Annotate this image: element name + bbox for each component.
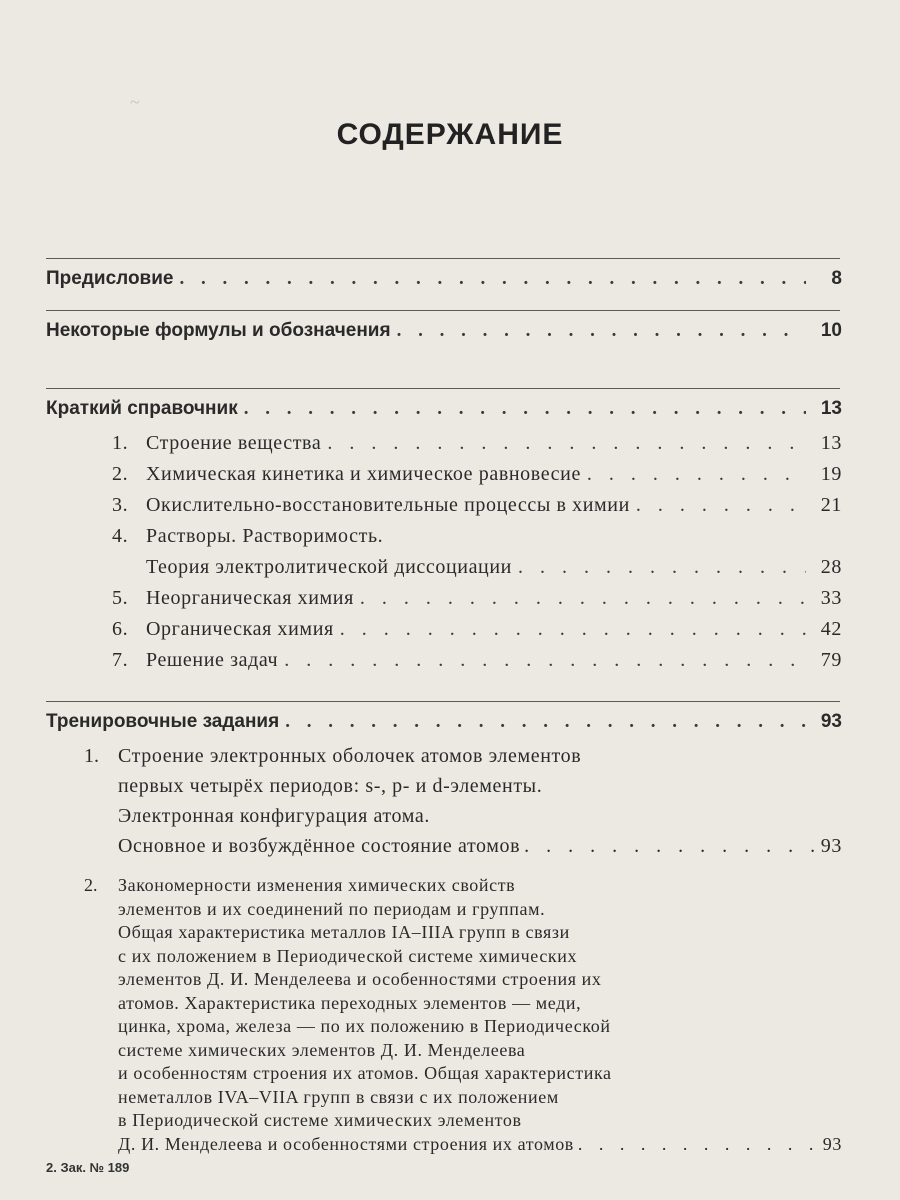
dot-leader (340, 618, 806, 641)
toc-entry-line: Основное и возбуждённое состояние атомов (118, 835, 521, 857)
dot-leader (360, 587, 806, 610)
dot-leader (587, 463, 806, 486)
toc-entry-line: в Периодической системе химических элементов (118, 1110, 522, 1130)
toc-page-number: 93 (820, 835, 842, 857)
toc-item-number: 2. (112, 463, 129, 485)
dot-leader (285, 711, 806, 733)
page-footer: 2. Зак. № 189 (46, 1160, 130, 1175)
toc-entry-line: Общая характеристика металлов IA–IIIA групп в связи (118, 922, 570, 942)
toc-page-number: 33 (820, 587, 842, 609)
toc-subentry[interactable] (112, 494, 842, 517)
toc-subentry[interactable] (112, 618, 842, 641)
dot-leader (578, 1134, 819, 1155)
toc-entry-line: цинка, хрома, железа — по их положению в Периодической (118, 1016, 611, 1036)
toc-page-number: 13 (820, 432, 842, 454)
toc-item-number: 1. (112, 432, 129, 454)
dot-leader (284, 649, 806, 672)
toc-item-number: 1. (84, 745, 99, 767)
toc-entry-line: элементов и их соединений по периодам и группам. (118, 898, 546, 919)
section-divider (46, 258, 840, 259)
toc-page-number: 8 (831, 268, 842, 289)
dot-leader (327, 432, 806, 455)
toc-page-number: 28 (820, 556, 842, 578)
toc-entry-label: Строение вещества (146, 432, 322, 454)
toc-entry-label: Некоторые формулы и обозначения (46, 320, 391, 341)
toc-entry-training-1[interactable] (118, 835, 842, 858)
toc-entry-label: Неорганическая химия (146, 587, 354, 609)
toc-item-number: 3. (112, 494, 129, 516)
toc-entry-line: атомов. Характеристика переходных элементов — меди, (118, 992, 582, 1013)
toc-subentry[interactable] (112, 525, 842, 548)
dot-leader (636, 494, 806, 517)
toc-subentry[interactable] (112, 649, 842, 672)
dot-leader (518, 556, 806, 579)
toc-entry-label: Химическая кинетика и химическое равновесие (146, 463, 581, 485)
section-divider (46, 701, 840, 702)
toc-page-number: 93 (822, 1133, 842, 1154)
toc-entry-line: Электронная конфигурация атома. (118, 805, 430, 827)
toc-subentry[interactable] (112, 432, 842, 455)
toc-item-number: 5. (112, 587, 129, 609)
toc-item-number: 2. (84, 875, 98, 895)
bleed-through-text: ~ (130, 92, 140, 112)
dot-leader (180, 268, 807, 290)
toc-page-number: 42 (820, 618, 842, 640)
toc-subentry[interactable] (112, 463, 842, 486)
toc-entry-line: и особенностям строения их атомов. Общая характеристика (118, 1063, 612, 1083)
toc-entry-line: неметаллов IVA–VIIA групп в связи с их положением (118, 1086, 559, 1107)
toc-entry-label: Тренировочные задания (46, 711, 280, 732)
toc-entry-line: Закономерности изменения химических свойств (118, 875, 516, 895)
toc-entry-label: Органическая химия (146, 618, 334, 640)
toc-subentry[interactable] (112, 587, 842, 610)
section-divider (46, 310, 840, 311)
toc-entry-formulas[interactable] (46, 320, 842, 342)
toc-entry-reference[interactable] (46, 398, 842, 420)
toc-page-number: 21 (820, 494, 842, 516)
section-divider (46, 388, 840, 389)
toc-item-number: 7. (112, 649, 129, 671)
dot-leader (244, 398, 806, 420)
toc-entry-label: Теория электролитической диссоциации (146, 556, 512, 578)
toc-page-number: 93 (820, 711, 842, 732)
toc-entry-training-2[interactable] (118, 1134, 842, 1155)
toc-item-number: 6. (112, 618, 129, 640)
dot-leader (524, 835, 817, 858)
toc-entry-line: Д. И. Менделеева и особенностями строения их атомов (118, 1133, 574, 1154)
toc-entry-training[interactable] (46, 711, 842, 733)
toc-entry-line: первых четырёх периодов: s-, p- и d-элементы. (118, 775, 543, 797)
toc-entry-label: Предисловие (46, 268, 174, 289)
toc-entry-label: Решение задач (146, 649, 279, 671)
toc-page-number: 19 (820, 463, 842, 485)
toc-entry-line: системе химических элементов Д. И. Менделеева (118, 1039, 526, 1060)
dot-leader (397, 320, 806, 342)
toc-entry-line: элементов Д. И. Менделеева и особенностями строения их (118, 969, 602, 989)
toc-page-number: 79 (820, 649, 842, 671)
page-title: СОДЕРЖАНИЕ (336, 118, 564, 151)
toc-item-number: 4. (112, 525, 129, 547)
toc-entry-line: с их положением в Периодической системе химических (118, 945, 578, 966)
toc-entry-label: Растворы. Растворимость. (146, 525, 384, 547)
toc-entry-label: Краткий справочник (46, 398, 238, 419)
toc-page-number: 10 (820, 320, 842, 341)
toc-page-number: 13 (820, 398, 842, 419)
toc-entry-label: Окислительно-восстановительные процессы в химии (146, 494, 630, 516)
toc-subentry-continuation[interactable] (146, 556, 842, 579)
toc-entry-preface[interactable] (46, 268, 842, 290)
toc-entry-line: Строение электронных оболочек атомов элементов (118, 745, 582, 767)
